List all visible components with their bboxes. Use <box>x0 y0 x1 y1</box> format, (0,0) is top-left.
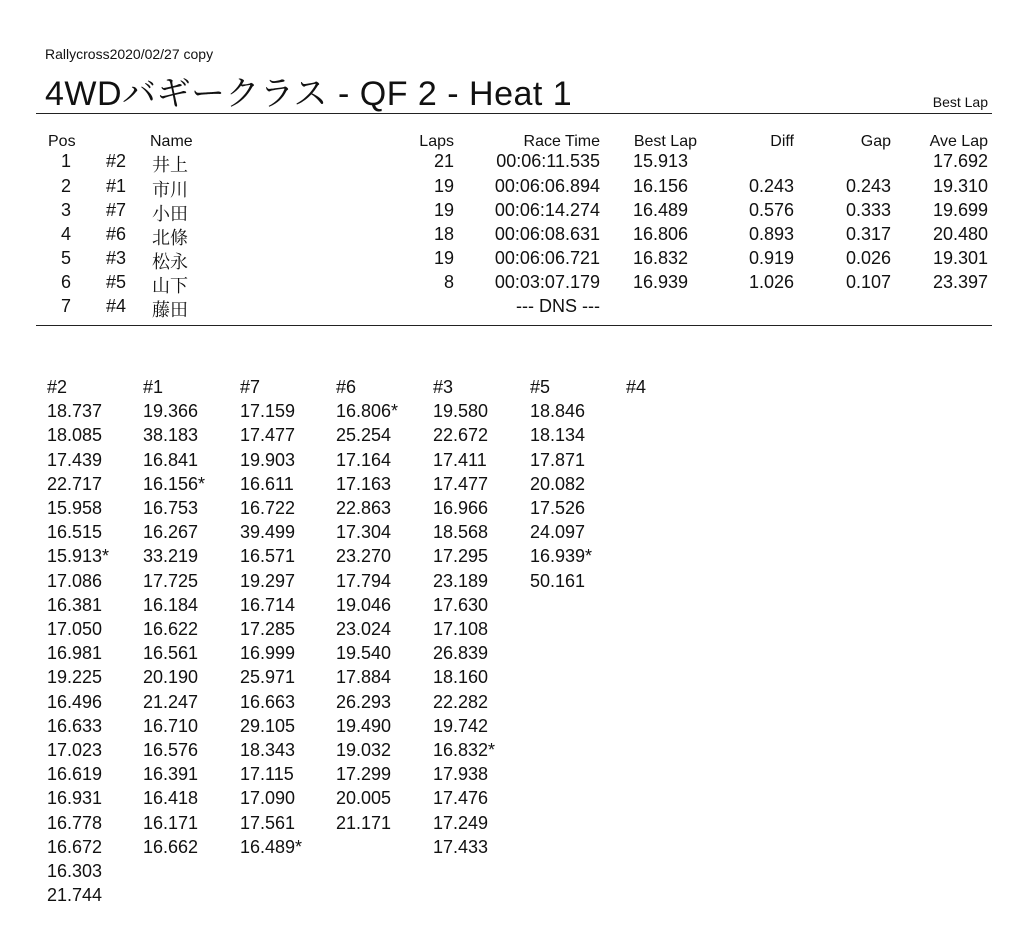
row-ave-lap: 17.692 <box>932 151 988 171</box>
result-row <box>0 200 1024 224</box>
row-pos: 7 <box>60 296 71 316</box>
lap-time: 16.778 <box>47 812 103 833</box>
lap-column-car-number: #7 <box>240 377 261 397</box>
lap-time: 16.515 <box>47 522 103 543</box>
lap-column-car-number: #1 <box>143 377 164 397</box>
lap-time: 16.841 <box>143 449 199 470</box>
lap-time: 22.717 <box>47 473 103 494</box>
row-gap: 0.243 <box>845 176 891 196</box>
row-ave-lap: 20.480 <box>932 224 988 244</box>
row-driver-name: 市川 <box>152 180 188 200</box>
lap-time: 16.999 <box>240 643 296 664</box>
lap-time: 22.672 <box>433 425 489 446</box>
row-gap: 0.026 <box>845 248 891 268</box>
lap-time: 18.134 <box>530 425 586 446</box>
row-pos: 3 <box>60 200 71 220</box>
lap-column-car-number: #4 <box>626 377 647 397</box>
row-race-time: 00:06:11.535 <box>496 151 600 171</box>
lap-time: 19.032 <box>336 740 392 761</box>
lap-time: 17.249 <box>433 812 489 833</box>
lap-time: 17.630 <box>433 594 489 615</box>
row-race-time: 00:06:14.274 <box>494 200 600 220</box>
lap-time: 22.282 <box>433 691 489 712</box>
row-driver-name: 山下 <box>152 276 188 296</box>
lap-time: 16.622 <box>143 619 199 640</box>
row-pos: 1 <box>60 151 71 171</box>
lap-time: 17.477 <box>240 425 296 446</box>
lap-time: 17.411 <box>433 449 487 470</box>
page-title: 4WDバギークラス - QF 2 - Heat 1 <box>45 75 573 113</box>
lap-time: 29.105 <box>240 715 296 736</box>
row-car-number: #3 <box>106 248 127 268</box>
lap-time: 16.303 <box>47 861 103 882</box>
lap-time: 17.159 <box>240 401 296 422</box>
row-race-time: --- DNS --- <box>516 296 600 316</box>
row-ave-lap: 19.310 <box>932 176 988 196</box>
row-gap: 0.107 <box>845 272 891 292</box>
row-driver-name: 松永 <box>152 252 188 272</box>
result-row <box>0 224 1024 248</box>
lap-time: 19.046 <box>336 594 392 615</box>
row-best-lap: 16.156 <box>633 176 689 196</box>
row-laps: 19 <box>433 176 454 196</box>
lap-time: 17.871 <box>530 449 586 470</box>
lap-column-car-number: #5 <box>530 377 551 397</box>
row-driver-name: 井上 <box>152 155 188 175</box>
lap-time: 18.846 <box>530 401 586 422</box>
lap-time: 16.663 <box>240 691 296 712</box>
lap-time: 20.082 <box>530 473 586 494</box>
bottom-divider <box>36 325 992 326</box>
lap-time: 17.023 <box>47 740 103 761</box>
row-gap: 0.317 <box>845 224 891 244</box>
best-lap-label: Best Lap <box>932 94 988 110</box>
lap-time: 20.005 <box>336 788 392 809</box>
lap-column <box>530 375 592 593</box>
lap-time: 15.913* <box>47 546 110 567</box>
lap-time: 16.496 <box>47 691 103 712</box>
lap-time: 18.343 <box>240 740 296 761</box>
lap-column <box>47 375 109 907</box>
lap-column-car-number: #6 <box>336 377 357 397</box>
lap-time: 16.753 <box>143 498 199 519</box>
lap-time: 26.293 <box>336 691 392 712</box>
lap-time: 16.931 <box>47 788 103 809</box>
lap-time: 16.710 <box>143 715 199 736</box>
lap-time: 24.097 <box>530 522 586 543</box>
lap-column <box>433 375 495 859</box>
lap-time: 16.576 <box>143 740 199 761</box>
row-best-lap: 16.832 <box>633 248 689 268</box>
row-pos: 4 <box>60 224 71 244</box>
lap-time: 16.381 <box>47 594 103 615</box>
row-best-lap: 15.913 <box>633 151 689 171</box>
lap-time: 19.580 <box>433 401 489 422</box>
lap-time: 19.490 <box>336 715 392 736</box>
lap-time: 17.938 <box>433 764 489 785</box>
lap-time: 50.161 <box>530 570 586 591</box>
lap-time: 17.304 <box>336 522 392 543</box>
lap-time: 15.958 <box>47 498 103 519</box>
row-car-number: #5 <box>106 272 127 292</box>
lap-time: 20.190 <box>143 667 199 688</box>
lap-time: 16.714 <box>240 594 296 615</box>
lap-time: 23.270 <box>336 546 392 567</box>
result-row <box>0 248 1024 272</box>
row-ave-lap: 23.397 <box>932 272 988 292</box>
lap-time: 18.568 <box>433 522 489 543</box>
row-diff: 0.893 <box>748 224 794 244</box>
lap-time: 17.086 <box>47 570 103 591</box>
result-row <box>0 296 1024 320</box>
lap-time: 16.966 <box>433 498 489 519</box>
lap-time: 18.160 <box>433 667 489 688</box>
lap-time: 17.526 <box>530 498 586 519</box>
lap-time: 16.981 <box>47 643 103 664</box>
lap-time: 17.476 <box>433 788 489 809</box>
lap-time: 17.725 <box>143 570 199 591</box>
lap-time: 17.090 <box>240 788 296 809</box>
lap-time: 19.297 <box>240 570 296 591</box>
lap-time: 16.391 <box>143 764 199 785</box>
row-diff: 0.576 <box>748 200 794 220</box>
lap-time: 16.619 <box>47 764 103 785</box>
header-laps: Laps <box>419 133 454 150</box>
lap-time: 17.108 <box>433 619 489 640</box>
row-ave-lap: 19.699 <box>932 200 988 220</box>
row-laps: 18 <box>433 224 454 244</box>
row-car-number: #1 <box>106 176 127 196</box>
row-pos: 2 <box>60 176 71 196</box>
lap-time: 16.184 <box>143 594 199 615</box>
row-car-number: #7 <box>106 200 127 220</box>
lap-column-car-number: #2 <box>47 377 68 397</box>
lap-time: 16.806* <box>336 401 399 422</box>
lap-time: 17.794 <box>336 570 392 591</box>
lap-time: 19.366 <box>143 401 199 422</box>
row-driver-name: 北條 <box>152 228 188 248</box>
lap-time: 16.156* <box>143 473 206 494</box>
lap-time: 26.839 <box>433 643 489 664</box>
lap-time: 16.561 <box>143 643 199 664</box>
lap-time: 16.267 <box>143 522 199 543</box>
row-diff: 0.919 <box>748 248 794 268</box>
lap-time: 16.571 <box>240 546 296 567</box>
lap-time: 19.540 <box>336 643 392 664</box>
row-diff: 1.026 <box>748 272 794 292</box>
row-race-time: 00:06:06.721 <box>494 248 600 268</box>
lap-time: 21.744 <box>47 885 103 906</box>
document-subtitle: Rallycross2020/02/27 copy <box>45 46 214 62</box>
row-car-number: #6 <box>106 224 127 244</box>
row-laps: 19 <box>433 248 454 268</box>
result-row <box>0 151 1024 175</box>
header-pos: Pos <box>48 133 76 150</box>
row-pos: 6 <box>60 272 71 292</box>
row-laps: 21 <box>433 151 454 171</box>
lap-time: 16.171 <box>143 812 199 833</box>
header-gap: Gap <box>860 133 891 150</box>
lap-time: 16.489* <box>240 836 303 857</box>
header-diff: Diff <box>770 133 794 150</box>
lap-time: 19.903 <box>240 449 296 470</box>
lap-time: 16.418 <box>143 788 199 809</box>
lap-time: 18.737 <box>47 401 103 422</box>
lap-column-car-number: #3 <box>433 377 454 397</box>
header-ave-lap: Ave Lap <box>929 133 988 150</box>
result-row <box>0 176 1024 200</box>
lap-time: 17.439 <box>47 449 103 470</box>
top-divider <box>36 113 992 114</box>
lap-time: 17.163 <box>336 473 392 494</box>
row-best-lap: 16.806 <box>633 224 689 244</box>
lap-column <box>143 375 205 859</box>
lap-time: 38.183 <box>143 425 199 446</box>
lap-time: 23.024 <box>336 619 392 640</box>
lap-time: 25.254 <box>336 425 392 446</box>
row-driver-name: 藤田 <box>152 300 188 320</box>
lap-time: 25.971 <box>240 667 296 688</box>
row-diff: 0.243 <box>748 176 794 196</box>
row-race-time: 00:06:08.631 <box>494 224 600 244</box>
lap-time: 16.672 <box>47 836 103 857</box>
lap-time: 17.561 <box>240 812 296 833</box>
header-race-time: Race Time <box>523 133 600 150</box>
lap-time: 17.299 <box>336 764 392 785</box>
lap-time: 22.863 <box>336 498 392 519</box>
lap-time: 21.247 <box>143 691 199 712</box>
lap-column <box>336 375 398 835</box>
result-row <box>0 272 1024 296</box>
row-race-time: 00:06:06.894 <box>494 176 600 196</box>
lap-time: 17.050 <box>47 619 103 640</box>
row-gap: 0.333 <box>845 200 891 220</box>
lap-time: 19.742 <box>433 715 489 736</box>
lap-time: 16.611 <box>240 473 294 494</box>
lap-time: 17.295 <box>433 546 489 567</box>
lap-time: 16.662 <box>143 836 199 857</box>
lap-time: 17.164 <box>336 449 392 470</box>
row-laps: 19 <box>433 200 454 220</box>
lap-time: 16.633 <box>47 715 103 736</box>
lap-column <box>626 375 646 399</box>
header-best-lap: Best Lap <box>633 133 697 150</box>
lap-time: 16.939* <box>530 546 593 567</box>
lap-time: 17.477 <box>433 473 489 494</box>
lap-time: 18.085 <box>47 425 103 446</box>
row-driver-name: 小田 <box>152 204 188 224</box>
lap-time: 17.884 <box>336 667 392 688</box>
lap-time: 39.499 <box>240 522 296 543</box>
row-car-number: #4 <box>106 296 127 316</box>
row-best-lap: 16.489 <box>633 200 689 220</box>
lap-time: 21.171 <box>336 812 392 833</box>
row-ave-lap: 19.301 <box>932 248 988 268</box>
lap-time: 23.189 <box>433 570 489 591</box>
row-car-number: #2 <box>106 151 127 171</box>
lap-time: 16.722 <box>240 498 296 519</box>
lap-time: 17.285 <box>240 619 296 640</box>
lap-time: 17.433 <box>433 836 489 857</box>
row-best-lap: 16.939 <box>633 272 689 292</box>
lap-time: 19.225 <box>47 667 103 688</box>
lap-column <box>240 375 302 859</box>
row-laps: 8 <box>443 272 454 292</box>
lap-time: 17.115 <box>240 764 294 785</box>
row-race-time: 00:03:07.179 <box>494 272 600 292</box>
header-name: Name <box>150 133 193 150</box>
lap-time: 33.219 <box>143 546 199 567</box>
lap-time: 16.832* <box>433 740 496 761</box>
row-pos: 5 <box>60 248 71 268</box>
